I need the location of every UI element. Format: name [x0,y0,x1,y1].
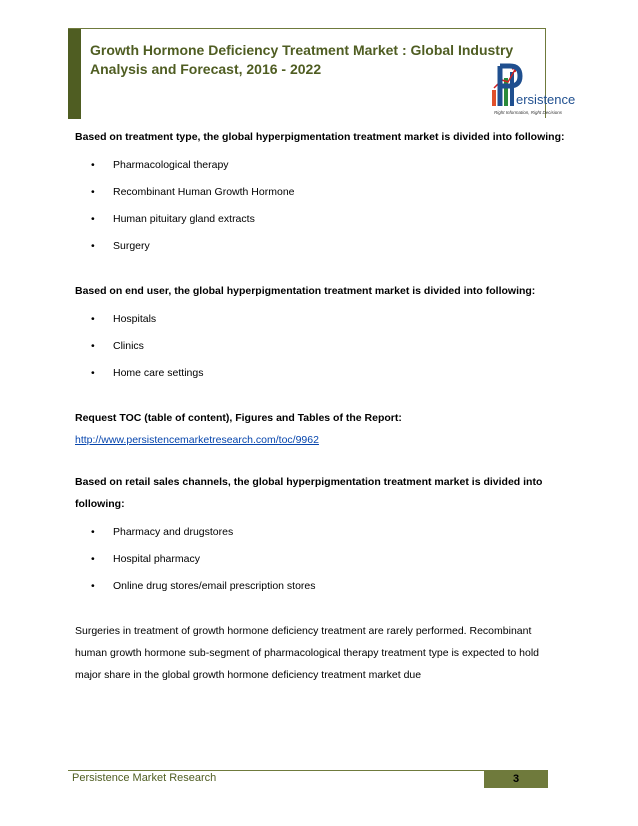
footer-company: Persistence Market Research [72,772,217,784]
page-header [68,28,576,118]
list-item-text: Hospital pharmacy [113,553,200,565]
list-item [75,233,565,260]
toc-request-heading: Request TOC (table of content), Figures and Tables of the Report: [75,412,402,424]
retail-list [75,519,565,600]
bullet-icon: • [91,340,95,352]
list-item [75,546,565,573]
page-number: 3 [484,771,548,788]
list-item [75,360,565,387]
persistence-logo [490,62,582,118]
bullet-icon: • [91,159,95,171]
list-item-text: Human pituitary gland extracts [113,213,255,225]
list-item [75,333,565,360]
list-item-text: Home care settings [113,367,204,379]
list-item-text: Online drug stores/email prescription stores [113,580,316,592]
treatment-list [75,152,565,260]
list-item-text: Hospitals [113,313,157,325]
document-title: Growth Hormone Deficiency Treatment Market : Global Industry Analysis and Forecast, 2016 - 2022 [90,42,514,77]
closing-paragraph: Surgeries in treatment of growth hormone deficiency treatment are rarely performed. Recombinant human growth hormone sub-segment of pharmacological therapy treatment type is expected to hold major share in the global growth hormone deficiency treatment market due [75,625,540,681]
bullet-icon: • [91,313,95,325]
toc-link[interactable]: http://www.persistencemarketresearch.com/toc/9962 [75,434,319,446]
list-item [75,179,565,206]
list-item [75,306,565,333]
list-item [75,573,565,600]
list-item-text: Recombinant Human Growth Hormone [113,186,295,198]
list-item-text: Pharmacy and drugstores [113,526,234,538]
page-footer [68,770,548,787]
page-content [75,126,565,686]
end-user-list [75,306,565,387]
end-user-intro: Based on end user, the global hyperpigmentation treatment market is divided into following: [75,285,536,297]
bullet-icon: • [91,186,95,198]
treatment-intro: Based on treatment type, the global hyperpigmentation treatment market is divided into following: [75,131,565,143]
list-item-text: Surgery [113,240,150,252]
bullet-icon: • [91,580,95,592]
retail-intro: Based on retail sales channels, the global hyperpigmentation treatment market is divided into following: [75,476,543,510]
list-item-text: Pharmacological therapy [113,159,229,171]
logo-tagline: Right Information, Right Decisions [494,110,563,115]
bullet-icon: • [91,240,95,252]
list-item-text: Clinics [113,340,144,352]
list-item [75,519,565,546]
list-item [75,152,565,179]
list-item [75,206,565,233]
bullet-icon: • [91,213,95,225]
bullet-icon: • [91,367,95,379]
bullet-icon: • [91,526,95,538]
header-accent-bar [68,29,81,119]
logo-wordmark: ersistence [516,92,576,107]
bullet-icon: • [91,553,95,565]
